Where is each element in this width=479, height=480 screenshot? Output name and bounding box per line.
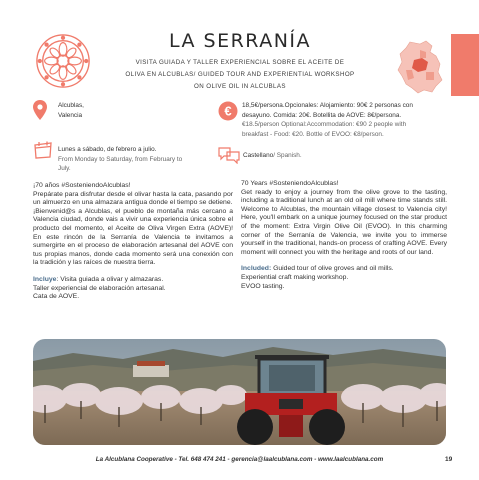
subtitle-line: VISITA GUIADA Y TALLER EXPERIENCIAL SOBRE EL ACEITE DE (135, 59, 345, 66)
includes-line: EVOO tasting. (241, 282, 285, 290)
rosette-icon (34, 32, 92, 90)
includes-line: : Visita guiada a olivar y almazaras. (56, 275, 164, 283)
svg-text:€: € (224, 103, 232, 119)
prices-es-line: 18,5€/persona.Opcionales: Alojamiento: 90€ 2 personas con (242, 102, 413, 109)
includes-block (33, 276, 233, 285)
page-number: 19 (445, 456, 453, 463)
calendar-icon (33, 141, 53, 159)
includes-label: Incluye (33, 275, 57, 283)
includes-line: Guided tour of olive groves and oil mills. (271, 265, 394, 273)
prices-en-line: €18.5/person Optional:Accommodation: €90 2 people with (242, 121, 407, 128)
prices-es-line: desayuno. Comida: 20€. Botellita de AOVE: 8€/persona. (242, 111, 402, 119)
language-en: / Spanish. (273, 152, 302, 159)
language-es: Castellano (243, 152, 274, 159)
subtitle-line: OLIVA EN ALCUBLAS/ GUIDED TOUR AND EXPERIENTIAL WORKSHOP (125, 71, 355, 78)
location-line: Valencia (58, 111, 83, 119)
paragraph: Prepárate para disfrutar desde el olivar hasta la cata, pasando por un almuerzo en una almazara antigua donde el tiempo se detiene. (33, 190, 233, 207)
location-pin-icon (33, 100, 47, 120)
prices (242, 101, 413, 139)
includes-line: Taller experiencial de elaboración artesanal. (33, 284, 166, 292)
schedule-en-line: From Monday to Saturday, from February to (58, 155, 183, 163)
orchard-tractor-photo (33, 339, 446, 445)
page-title: LA SERRANÍA (168, 30, 312, 52)
language (243, 151, 302, 161)
euro-icon (218, 101, 238, 121)
speech-bubbles-icon (218, 146, 240, 164)
location (58, 101, 84, 120)
footer-contact: La Alcublana Cooperative - Tel. 648 474 241 - gerencia@laalcublana.com - www.laalcublana.com (95, 456, 384, 463)
page-subtitle (102, 57, 378, 93)
paragraph: ¡70 años #SosteniendoAlcublas! (33, 182, 131, 189)
includes-label: Included: (241, 265, 272, 273)
accent-bar (451, 34, 479, 96)
paragraph: Get ready to enjoy a journey from the olive grove to the tasting, including a traditional lunch at an old oil mill where time stands still. Welcome to Alcublas, the mountain village closest to Valencia city! Here, you'll embark on a unique journey focused on the star product of the moment: Extra Virgin Olive Oil (EVOO). In this charming corner of the Serranía de Valencia, we invite you to immerse yourself in the traditional, hands-on process of crafting AOVE. Every moment will connect you with the heritage and roots of our land. (241, 188, 447, 256)
includes-line: Cata de AOVE. (33, 293, 80, 301)
prices-en-line: breakfast - Food: €20. Bottle of EVOO: €8/person. (242, 130, 384, 138)
location-line: Alcublas, (58, 102, 84, 109)
paragraph: ¡Bienvenid@s a Alcublas, el pueblo de montaña más cercano a Valencia ciudad, donde vais a vivir una experiencia única sobre el producto del momento, el Aceite de Oliva Virgen Extra (AOVE)! En este rincón de la Serranía de Valencia te invitamos a sumergirte en el proceso de elaboración artesanal del AOVE con tus propias manos, donde cada momento será una conexión con la tradición y las raíces de nuestra tierra. (33, 207, 233, 267)
english-description (241, 180, 447, 291)
schedule-es: Lunes a sábado, de febrero a julio. (58, 146, 157, 153)
spanish-description (33, 182, 233, 302)
region-map-icon (396, 40, 446, 94)
includes-block (241, 265, 447, 274)
schedule (58, 145, 182, 174)
schedule-en-line: July. (58, 165, 71, 172)
paragraph: 70 Years #SosteniendoAlcublas! (241, 180, 339, 187)
subtitle-line: ON OLIVE OIL IN ALCUBLAS (194, 83, 286, 90)
includes-line: Experiential craft making workshop. (241, 273, 349, 281)
